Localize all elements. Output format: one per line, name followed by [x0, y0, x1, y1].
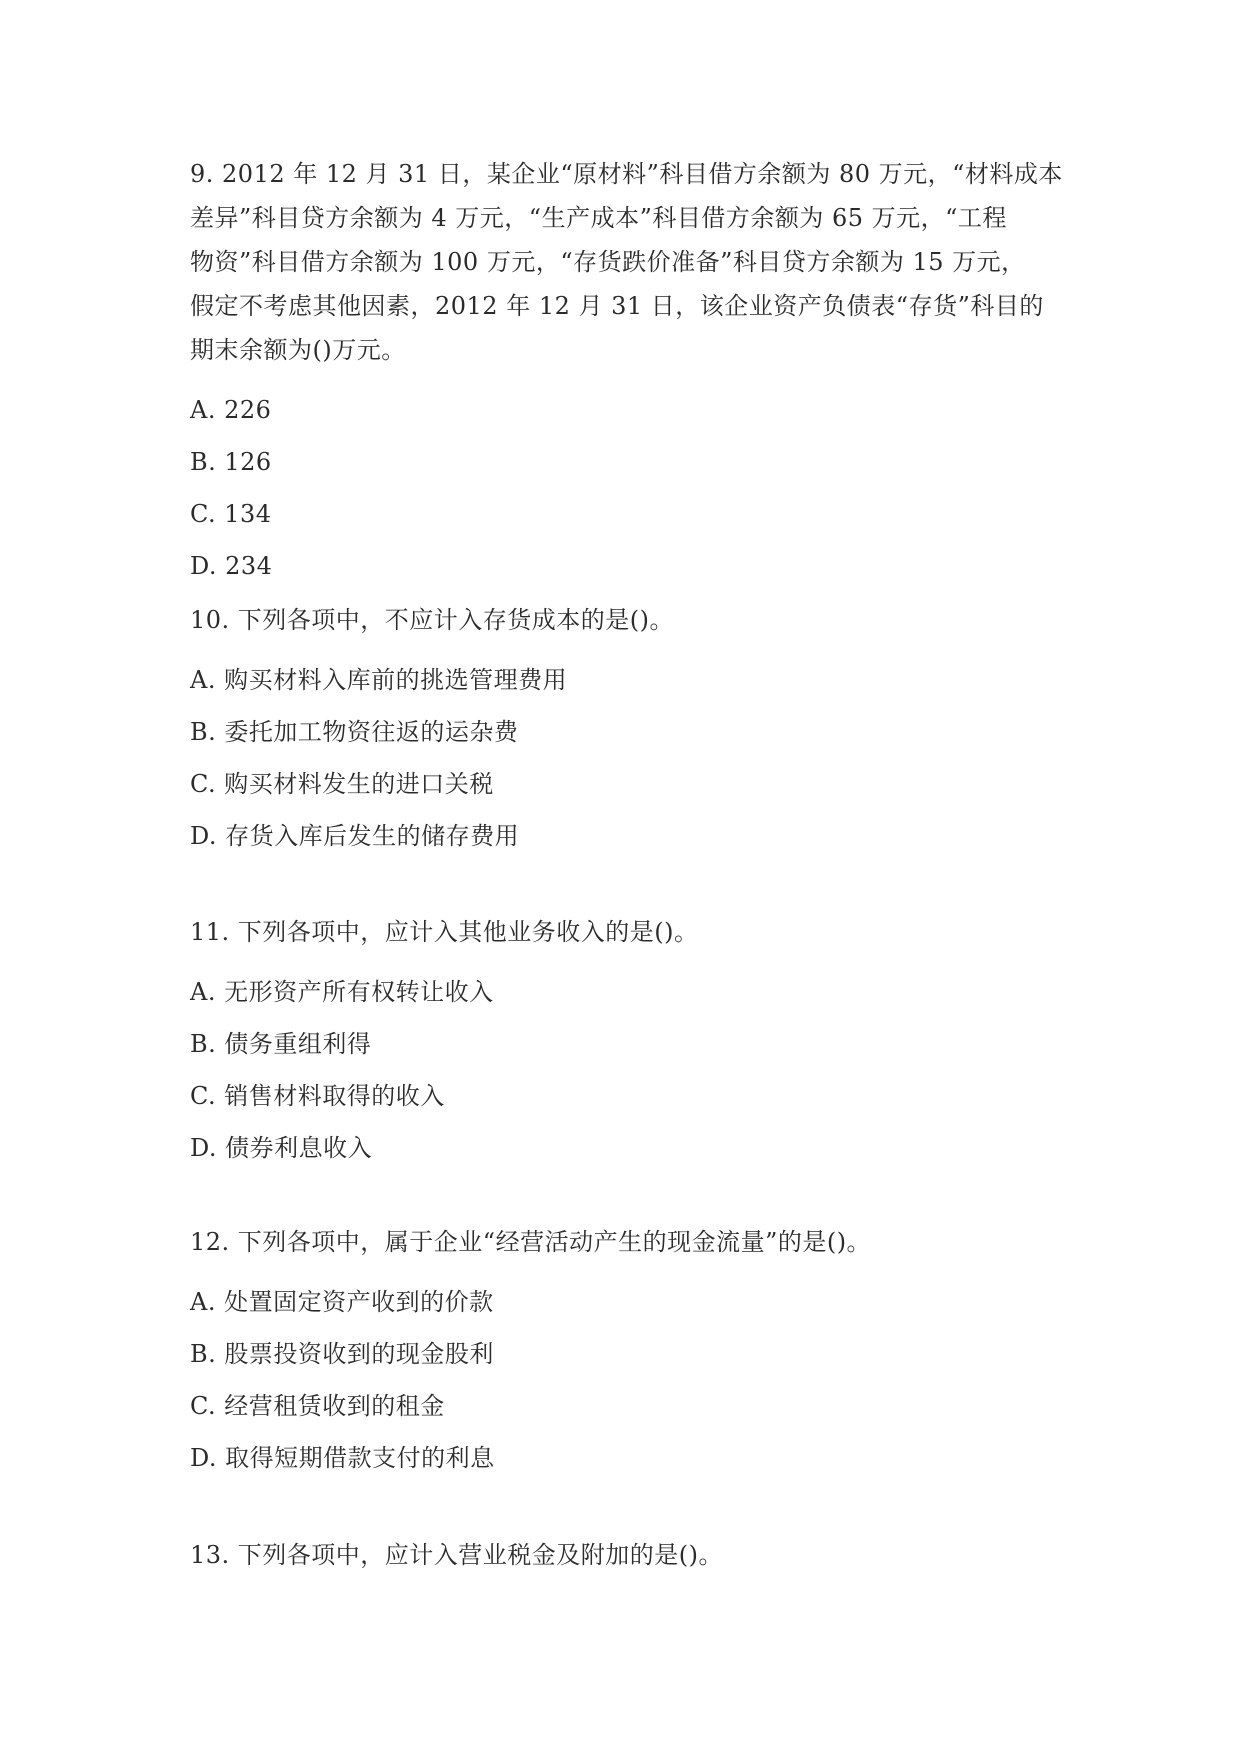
option-b: B. 债务重组利得	[190, 1030, 372, 1058]
option-c: C. 销售材料取得的收入	[190, 1082, 445, 1110]
stem-line: 9. 2012 年 12 月 31 日，某企业“原材料”科目借方余额为 80 万元，“材料成本	[190, 160, 1063, 188]
options-list	[190, 666, 1070, 850]
stem-line: 13. 下列各项中，应计入营业税金及附加的是()。	[190, 1541, 724, 1569]
option-a: A. 购买材料入库前的挑选管理费用	[190, 666, 568, 694]
option-c: C. 134	[190, 500, 272, 528]
option-a: A. 处置固定资产收到的价款	[190, 1288, 494, 1316]
options-list	[190, 396, 1070, 580]
option-d: D. 存货入库后发生的储存费用	[190, 822, 520, 850]
option-d: D. 234	[190, 552, 273, 580]
stem-line: 11. 下列各项中，应计入其他业务收入的是()。	[190, 918, 699, 946]
stem-line: 12. 下列各项中，属于企业“经营活动产生的现金流量”的是()。	[190, 1228, 872, 1256]
option-b: B. 委托加工物资往返的运杂费	[190, 718, 519, 746]
question-9	[190, 152, 1070, 580]
stem-line: 期末余额为()万元。	[190, 336, 406, 364]
question-stem	[190, 910, 1070, 954]
question-stem	[190, 1533, 1070, 1577]
question-stem	[190, 152, 1070, 372]
question-10	[190, 598, 1070, 850]
stem-line: 物资”科目借方余额为 100 万元，“存货跌价准备”科目贷方余额为 15 万元，	[190, 248, 1026, 276]
option-c: C. 经营租赁收到的租金	[190, 1392, 445, 1420]
option-b: B. 126	[190, 448, 272, 476]
option-c: C. 购买材料发生的进口关税	[190, 770, 494, 798]
question-11	[190, 910, 1070, 1162]
options-list	[190, 1288, 1070, 1472]
question-13	[190, 1533, 1070, 1577]
question-12	[190, 1220, 1070, 1472]
options-list	[190, 978, 1070, 1162]
question-stem	[190, 1220, 1070, 1264]
stem-line: 差异”科目贷方余额为 4 万元，“生产成本”科目借方余额为 65 万元，“工程	[190, 204, 1007, 232]
question-stem	[190, 598, 1070, 642]
option-d: D. 取得短期借款支付的利息	[190, 1444, 495, 1472]
stem-line: 假定不考虑其他因素，2012 年 12 月 31 日，该企业资产负债表“存货”科目的	[190, 292, 1044, 320]
option-d: D. 债券利息收入	[190, 1134, 373, 1162]
stem-line: 10. 下列各项中，不应计入存货成本的是()。	[190, 606, 675, 634]
option-a: A. 无形资产所有权转让收入	[190, 978, 494, 1006]
option-b: B. 股票投资收到的现金股利	[190, 1340, 494, 1368]
option-a: A. 226	[190, 396, 272, 424]
